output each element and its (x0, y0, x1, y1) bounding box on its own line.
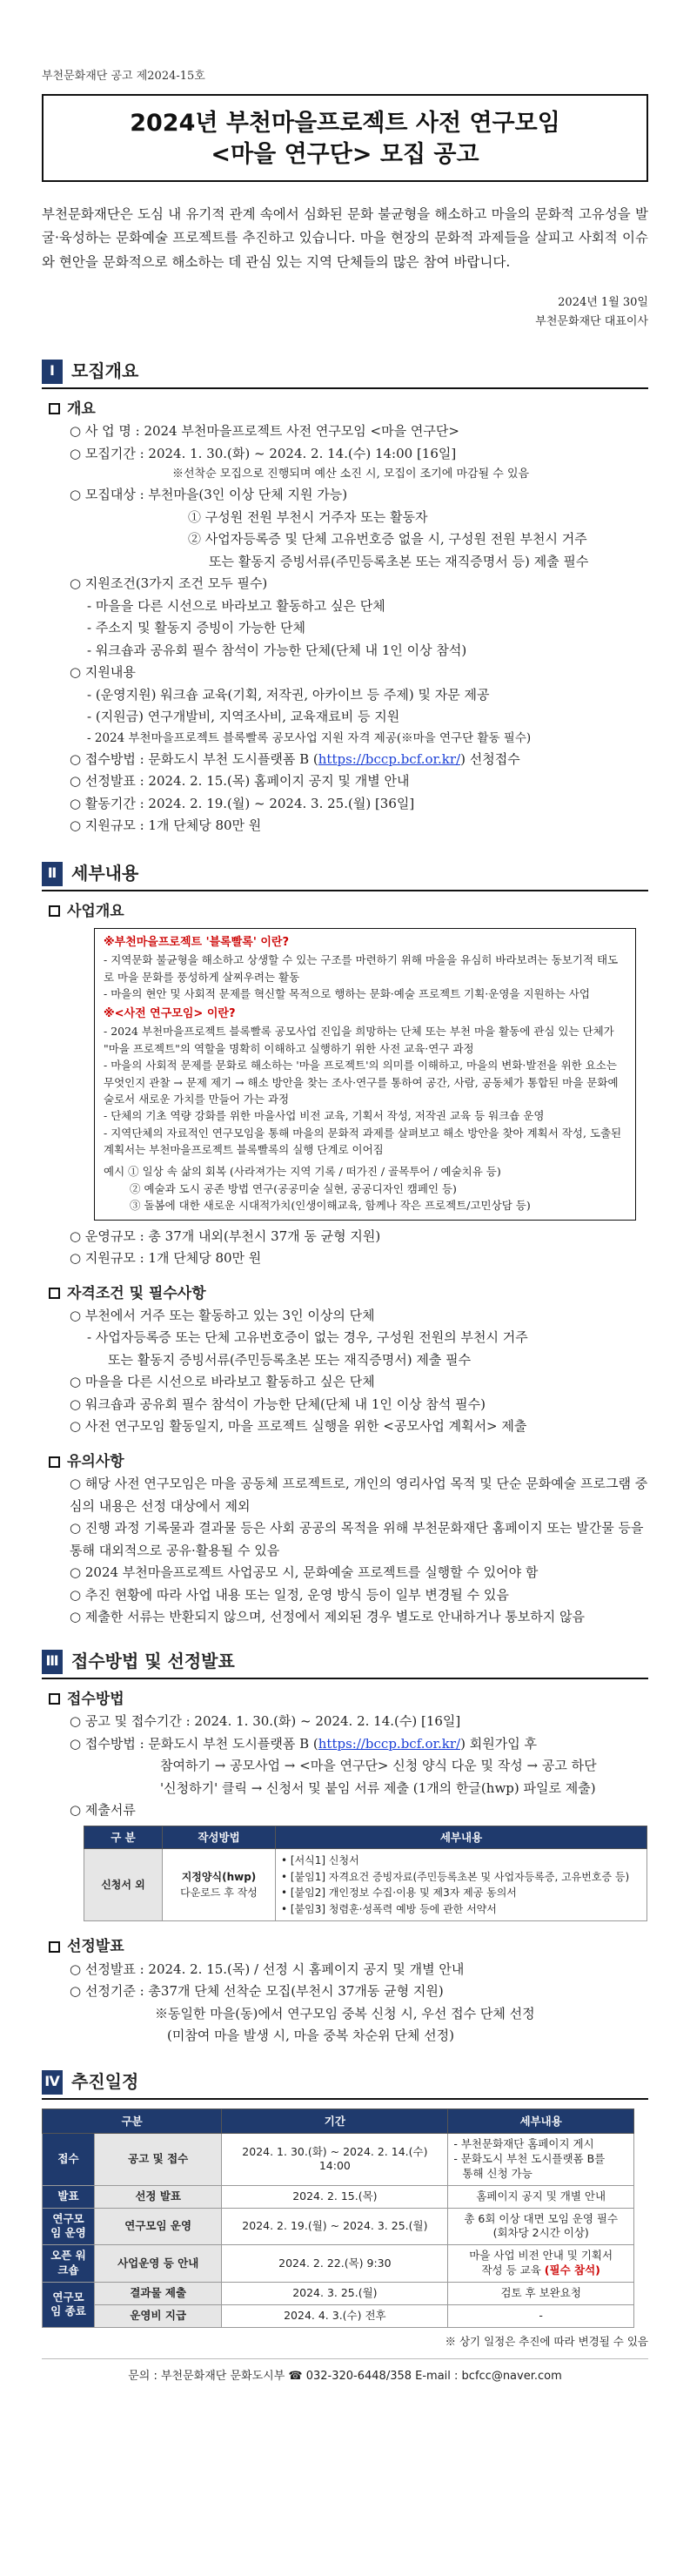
table-row: 연구모임 종료 결과물 제출 2024. 3. 25.(월) 검토 후 보완요청 (43, 2283, 634, 2305)
square-bullet-icon (49, 403, 60, 414)
table-row (84, 1848, 647, 1920)
caution-5: ○ 제출한 서류는 반환되지 않으며, 선정에서 제외된 경우 별도로 안내하거나 통보하지 않음 (70, 1609, 585, 1625)
section-3 (42, 1646, 648, 2048)
section-2 (42, 858, 648, 1629)
qual-1b: 또는 활동지 증빙서류(주민등록초본 또는 재직증명서) 제출 필수 (108, 1351, 472, 1368)
table-row: 오픈 워크숍 사업운영 등 안내 2024. 2. 22.(목) 9:30 마을 사업 비전 안내 및 기획서 작성 등 교육 (필수 참석) (43, 2245, 634, 2283)
qual-2: ○ 마을을 다른 시선으로 바라보고 활동하고 싶은 단체 (70, 1374, 375, 1390)
title-line-2: <마을 연구단> 모집 공고 (211, 140, 479, 168)
doc-row-label: 신청서 외 (84, 1848, 163, 1920)
schedule-table (42, 2109, 634, 2328)
callout-line: - 지역단체의 자료적인 연구모임을 통해 마을의 문화적 과제를 살펴보고 해소 방안을 찾아 계획서 작성, 도출된 계획서는 부천마을프로젝트 블록빨록의 실행 단계로 이어짐 (104, 1126, 622, 1157)
target-cond-1: ① 구성원 전원 부천시 거주자 또는 활동자 (188, 508, 428, 525)
sub-heading-selection: 선정발표 (49, 1935, 648, 1958)
table-header: 세부내용 (276, 1826, 647, 1848)
section-4-header (42, 2067, 648, 2100)
sub-heading-notes: 유의사항 (49, 1450, 648, 1473)
support-1: - (운영지원) 워크숍 교육(기획, 저작권, 아카이브 등 주제) 및 자문 제공 (87, 686, 490, 703)
platform-link[interactable]: https://bccp.bcf.or.kr/ (318, 1735, 461, 1752)
condition-3: - 워크숍과 공유회 필수 참석이 가능한 단체(단체 내 1인 이상 참석) (87, 642, 467, 658)
section-4-number: Ⅳ (42, 2070, 63, 2095)
issuer: 부천문화재단 대표이사 (535, 314, 648, 328)
title-box (42, 94, 648, 182)
section-2-title: 세부내용 (71, 863, 139, 884)
sub-heading-apply: 접수방법 (49, 1688, 648, 1711)
square-bullet-icon (49, 1288, 60, 1299)
target-cond-2b: 또는 활동지 증빙서류(주민등록초본 또는 재직증명서 등) 제출 필수 (209, 553, 589, 569)
item-recruit-period: ○ 모집기간 : 2024. 1. 30.(화) ~ 2024. 2. 14.(수) 14:00 [16일] (70, 445, 457, 461)
table-row: 접수 공고 및 접수 2024. 1. 30.(화) ~ 2024. 2. 14.(수) 14:00 - 부천문화재단 홈페이지 게시 - 문화도시 부천 도시플랫폼 B를 통해 신청 가능 (43, 2134, 634, 2186)
apply-period: ○ 공고 및 접수기간 : 2024. 1. 30.(화) ~ 2024. 2. 14.(수) [16일] (70, 1713, 461, 1730)
documents-table (84, 1826, 647, 1922)
schedule-note: ※ 상기 일정은 추진에 따라 변경될 수 있음 (445, 2334, 648, 2348)
table-row: 연구모임 운영 연구모임 운영 2024. 2. 19.(월) ~ 2024. 3. 25.(월) 총 6회 이상 대면 모임 운영 필수 (회차당 2시간 이상) (43, 2208, 634, 2245)
square-bullet-icon (49, 905, 60, 917)
callout-line: - 지역문화 불균형을 해소하고 상생할 수 있는 구조를 마련하기 위해 마을을 유심히 바라보려는 동보기적 태도로 마을 문화를 풍성하게 살찌우려는 활동 (104, 953, 619, 984)
section-4-title: 추진일정 (71, 2071, 139, 2093)
section-3-header (42, 1646, 648, 1679)
item-operation-scale: ○ 운영규모 : 총 37개 내외(부천시 37개 동 균형 지원) (70, 1227, 381, 1244)
intro-paragraph: 부천문화재단은 도심 내 유기적 관계 속에서 심화된 문화 불균형을 해소하고 마을의 문화적 고유성을 발굴·육성하는 문화예술 프로젝트를 추진하고 있습니다. 마을 현장의 문화적 과제들을 살피고 사회적 이슈와 현안을 문화적으로 해소하는 데 관심 있는 지역 단체들의 많은 참여 바랍니다. (42, 206, 648, 270)
section-1-title: 모집개요 (71, 360, 139, 382)
table-header: 구분 (43, 2109, 222, 2133)
table-header: 작성방법 (163, 1826, 276, 1848)
section-3-number: Ⅲ (42, 1650, 63, 1674)
item-target: ○ 모집대상 : 부천마을(3인 이상 단체 지원 가능) (70, 487, 348, 503)
table-header: 세부내용 (448, 2109, 634, 2133)
contact-info: 문의 : 부천문화재단 문화도시부 ☎ 032-320-6448/358 E-mail : bcfcc@naver.com (42, 2358, 648, 2385)
callout-heading-2: ※<사전 연구모임> 이란? (104, 1007, 236, 1021)
support-2: - (지원금) 연구개발비, 지역조사비, 교육재료비 등 지원 (87, 709, 400, 725)
sub-heading-qualifications: 자격조건 및 필수사항 (49, 1282, 648, 1305)
table-row: 운영비 지급 2024. 4. 3.(수) 전후 - (43, 2304, 634, 2327)
callout-line: - 마을의 현안 및 사회적 문제를 혁신할 목적으로 행하는 문화·예술 프로젝트 기획·운영을 지원하는 사업 (104, 986, 590, 1000)
item-announce: ○ 선정발표 : 2024. 2. 15.(목) 홈페이지 공지 및 개별 안내 (70, 773, 410, 790)
caution-2: ○ 진행 과정 기록물과 결과물 등은 사회 공공의 목적을 위해 부천문화재단 홈페이지 또는 발간물 등을 통해 대외적으로 공유·활용될 수 있음 (70, 1520, 644, 1558)
title-line-1: 2024년 부천마을프로젝트 사전 연구모임 (130, 110, 560, 137)
sub-heading-overview: 개요 (49, 398, 648, 420)
apply-method-2: 참여하기 → 공모사업 → <마을 연구단> 신청 양식 다운 및 작성 → 공고 하단 (160, 1758, 597, 1774)
target-cond-2: ② 사업자등록증 및 단체 고유번호증 없을 시, 구성원 전원 부천시 거주 (188, 531, 587, 548)
callout-example-1: 예시 ① 일상 속 삶의 회복 (사라져가는 지역 기록 / 떠가진 / 골목투어 / 예술치유 등) (104, 1165, 501, 1179)
caution-4: ○ 추진 현황에 따라 사업 내용 또는 일정, 운영 방식 등이 일부 변경될 수 있음 (70, 1586, 509, 1603)
item-support-scale: ○ 지원규모 : 1개 단체당 80만 원 (70, 1250, 262, 1267)
section-4 (42, 2067, 648, 2351)
item-support-scale: ○ 지원규모 : 1개 단체당 80만 원 (70, 817, 262, 834)
item-conditions: ○ 지원조건(3가지 조건 모두 필수) (70, 575, 268, 592)
square-bullet-icon (49, 1456, 60, 1468)
item-activity-period: ○ 활동기간 : 2024. 2. 19.(월) ~ 2024. 3. 25.(월) [36일] (70, 795, 415, 811)
condition-1: - 마을을 다른 시선으로 바라보고 활동하고 싶은 단체 (87, 597, 385, 614)
caution-3: ○ 2024 부천마을프로젝트 사업공모 시, 문화예술 프로젝트를 실행할 수 있어야 함 (70, 1564, 539, 1581)
submit-docs: ○ 제출서류 (70, 1802, 136, 1819)
qual-4: ○ 사전 연구모임 활동일지, 마을 프로젝트 실행을 위한 <공모사업 계획서> 제출 (70, 1418, 527, 1435)
doc-details: • [서식1] 신청서 • [붙임1] 자격요건 증빙자료(주민등록초본 및 사업자등록증, 고유번호증 등) • [붙임2] 개인정보 수집·이용 및 제3자 제공 동의서 • [붙임3] 청렴훈·성폭력 예방 등에 관한 서약서 (276, 1848, 647, 1920)
qual-1a: - 사업자등록증 또는 단체 고유번호증이 없는 경우, 구성원 전원의 부천시 거주 (87, 1329, 528, 1346)
callout-box (94, 928, 636, 1221)
section-2-number: Ⅱ (42, 862, 63, 886)
qual-3: ○ 워크숍과 공유회 필수 참석이 가능한 단체(단체 내 1인 이상 참석 필수) (70, 1396, 486, 1412)
item-support: ○ 지원내용 (70, 664, 136, 681)
callout-line: - 마을의 사회적 문제를 문화로 해소하는 '마을 프로젝트'의 의미를 이해하고, 마을의 변화·발전을 위한 요소는 무엇인지 관찰 → 문제 제기 → 해소 방안을 찾는 조사·연구를 통하여 공간, 사람, 공동체가 통합된 마을 문화예술로서 새로운 가치를 만들어 가는 과정 (104, 1059, 619, 1106)
sub-heading-project-overview: 사업개요 (49, 900, 648, 923)
section-1-number: Ⅰ (42, 360, 63, 384)
section-2-header (42, 858, 648, 891)
callout-example-3: ③ 돌봄에 대한 새로운 시대적가치(인생이해교육, 함께나 작은 프로젝트/고민상담 등) (130, 1199, 531, 1213)
support-3: - 2024 부천마을프로젝트 블록빨록 공모사업 지원 자격 제공(※마을 연구단 활동 필수) (87, 730, 532, 745)
issue-date: 2024년 1월 30일 (558, 295, 648, 309)
condition-2: - 주소지 및 활동지 증빙이 가능한 단체 (87, 620, 306, 636)
apply-method: ○ 접수방법 : 문화도시 부천 도시플랫폼 B (https://bccp.bcf.or.kr/) 회원가입 후 (70, 1735, 537, 1752)
callout-line: - 2024 부천마을프로젝트 블록빨록 공모사업 진입을 희망하는 단체 또는 부천 마을 활동에 관심 있는 단체가 "마을 프로젝트"의 역할을 명확히 이해하고 실행하기 위한 사전 교육·연구 과정 (104, 1025, 614, 1055)
item-project-name: ○ 사 업 명 : 2024 부천마을프로젝트 사전 연구모임 <마을 연구단> (70, 423, 459, 440)
platform-link[interactable]: https://bccp.bcf.or.kr/ (318, 750, 461, 767)
table-row: 발표 선정 발표 2024. 2. 15.(목) 홈페이지 공지 및 개별 안내 (43, 2185, 634, 2208)
doc-method: 지정양식(hwp) 다운로드 후 작성 (163, 1848, 276, 1920)
table-header: 기간 (222, 2109, 448, 2133)
notice-number: 부천문화재단 공고 제2024-15호 (42, 70, 205, 83)
table-header: 구 분 (84, 1826, 163, 1848)
selection-announce: ○ 선정발표 : 2024. 2. 15.(목) / 선정 시 홈페이지 공지 및 개별 안내 (70, 1961, 465, 1977)
date-block (42, 293, 648, 332)
square-bullet-icon (49, 1693, 60, 1705)
selection-criteria: ○ 선정기준 : 총37개 단체 선착순 모집(부천시 37개동 균형 지원) (70, 1983, 444, 2000)
apply-method-3: '신청하기' 클릭 → 신청서 및 붙임 서류 제출 (1개의 한글(hwp) 파일로 제출) (160, 1779, 596, 1796)
section-1 (42, 356, 648, 837)
item-apply-method: ○ 접수방법 : 문화도시 부천 도시플랫폼 B (https://bccp.bcf.or.kr/) 선청접수 (70, 750, 520, 767)
qual-1: ○ 부천에서 거주 또는 활동하고 있는 3인 이상의 단체 (70, 1307, 375, 1323)
section-1-header (42, 356, 648, 389)
callout-line: - 단체의 기초 역량 강화를 위한 마을사업 비전 교육, 기획서 작성, 저작권 교육 등 워크숍 운영 (104, 1109, 545, 1123)
square-bullet-icon (49, 1941, 60, 1953)
caution-1: ○ 해당 사전 연구모임은 마을 공동체 프로젝트로, 개인의 영리사업 목적 및 단순 문화예술 프로그램 중심의 내용은 선정 대상에서 제외 (70, 1476, 648, 1514)
section-3-title: 접수방법 및 선정발표 (71, 1651, 235, 1672)
selection-note-1: ※동일한 마을(동)에서 연구모임 중복 신청 시, 우선 접수 단체 선정 (155, 2005, 535, 2021)
note-first-come: ※선착순 모집으로 진행되며 예산 소진 시, 모집이 조기에 마감될 수 있음 (172, 467, 530, 481)
callout-example-2: ② 예술과 도시 공존 방법 연구(공공미술 실현, 공공디자인 캠페인 등) (130, 1181, 457, 1195)
selection-note-2: (미참여 마을 발생 시, 마을 중복 차순위 단체 선정) (167, 2028, 454, 2044)
callout-heading-1: ※부천마을프로젝트 '블록빨록' 이란? (104, 936, 290, 950)
